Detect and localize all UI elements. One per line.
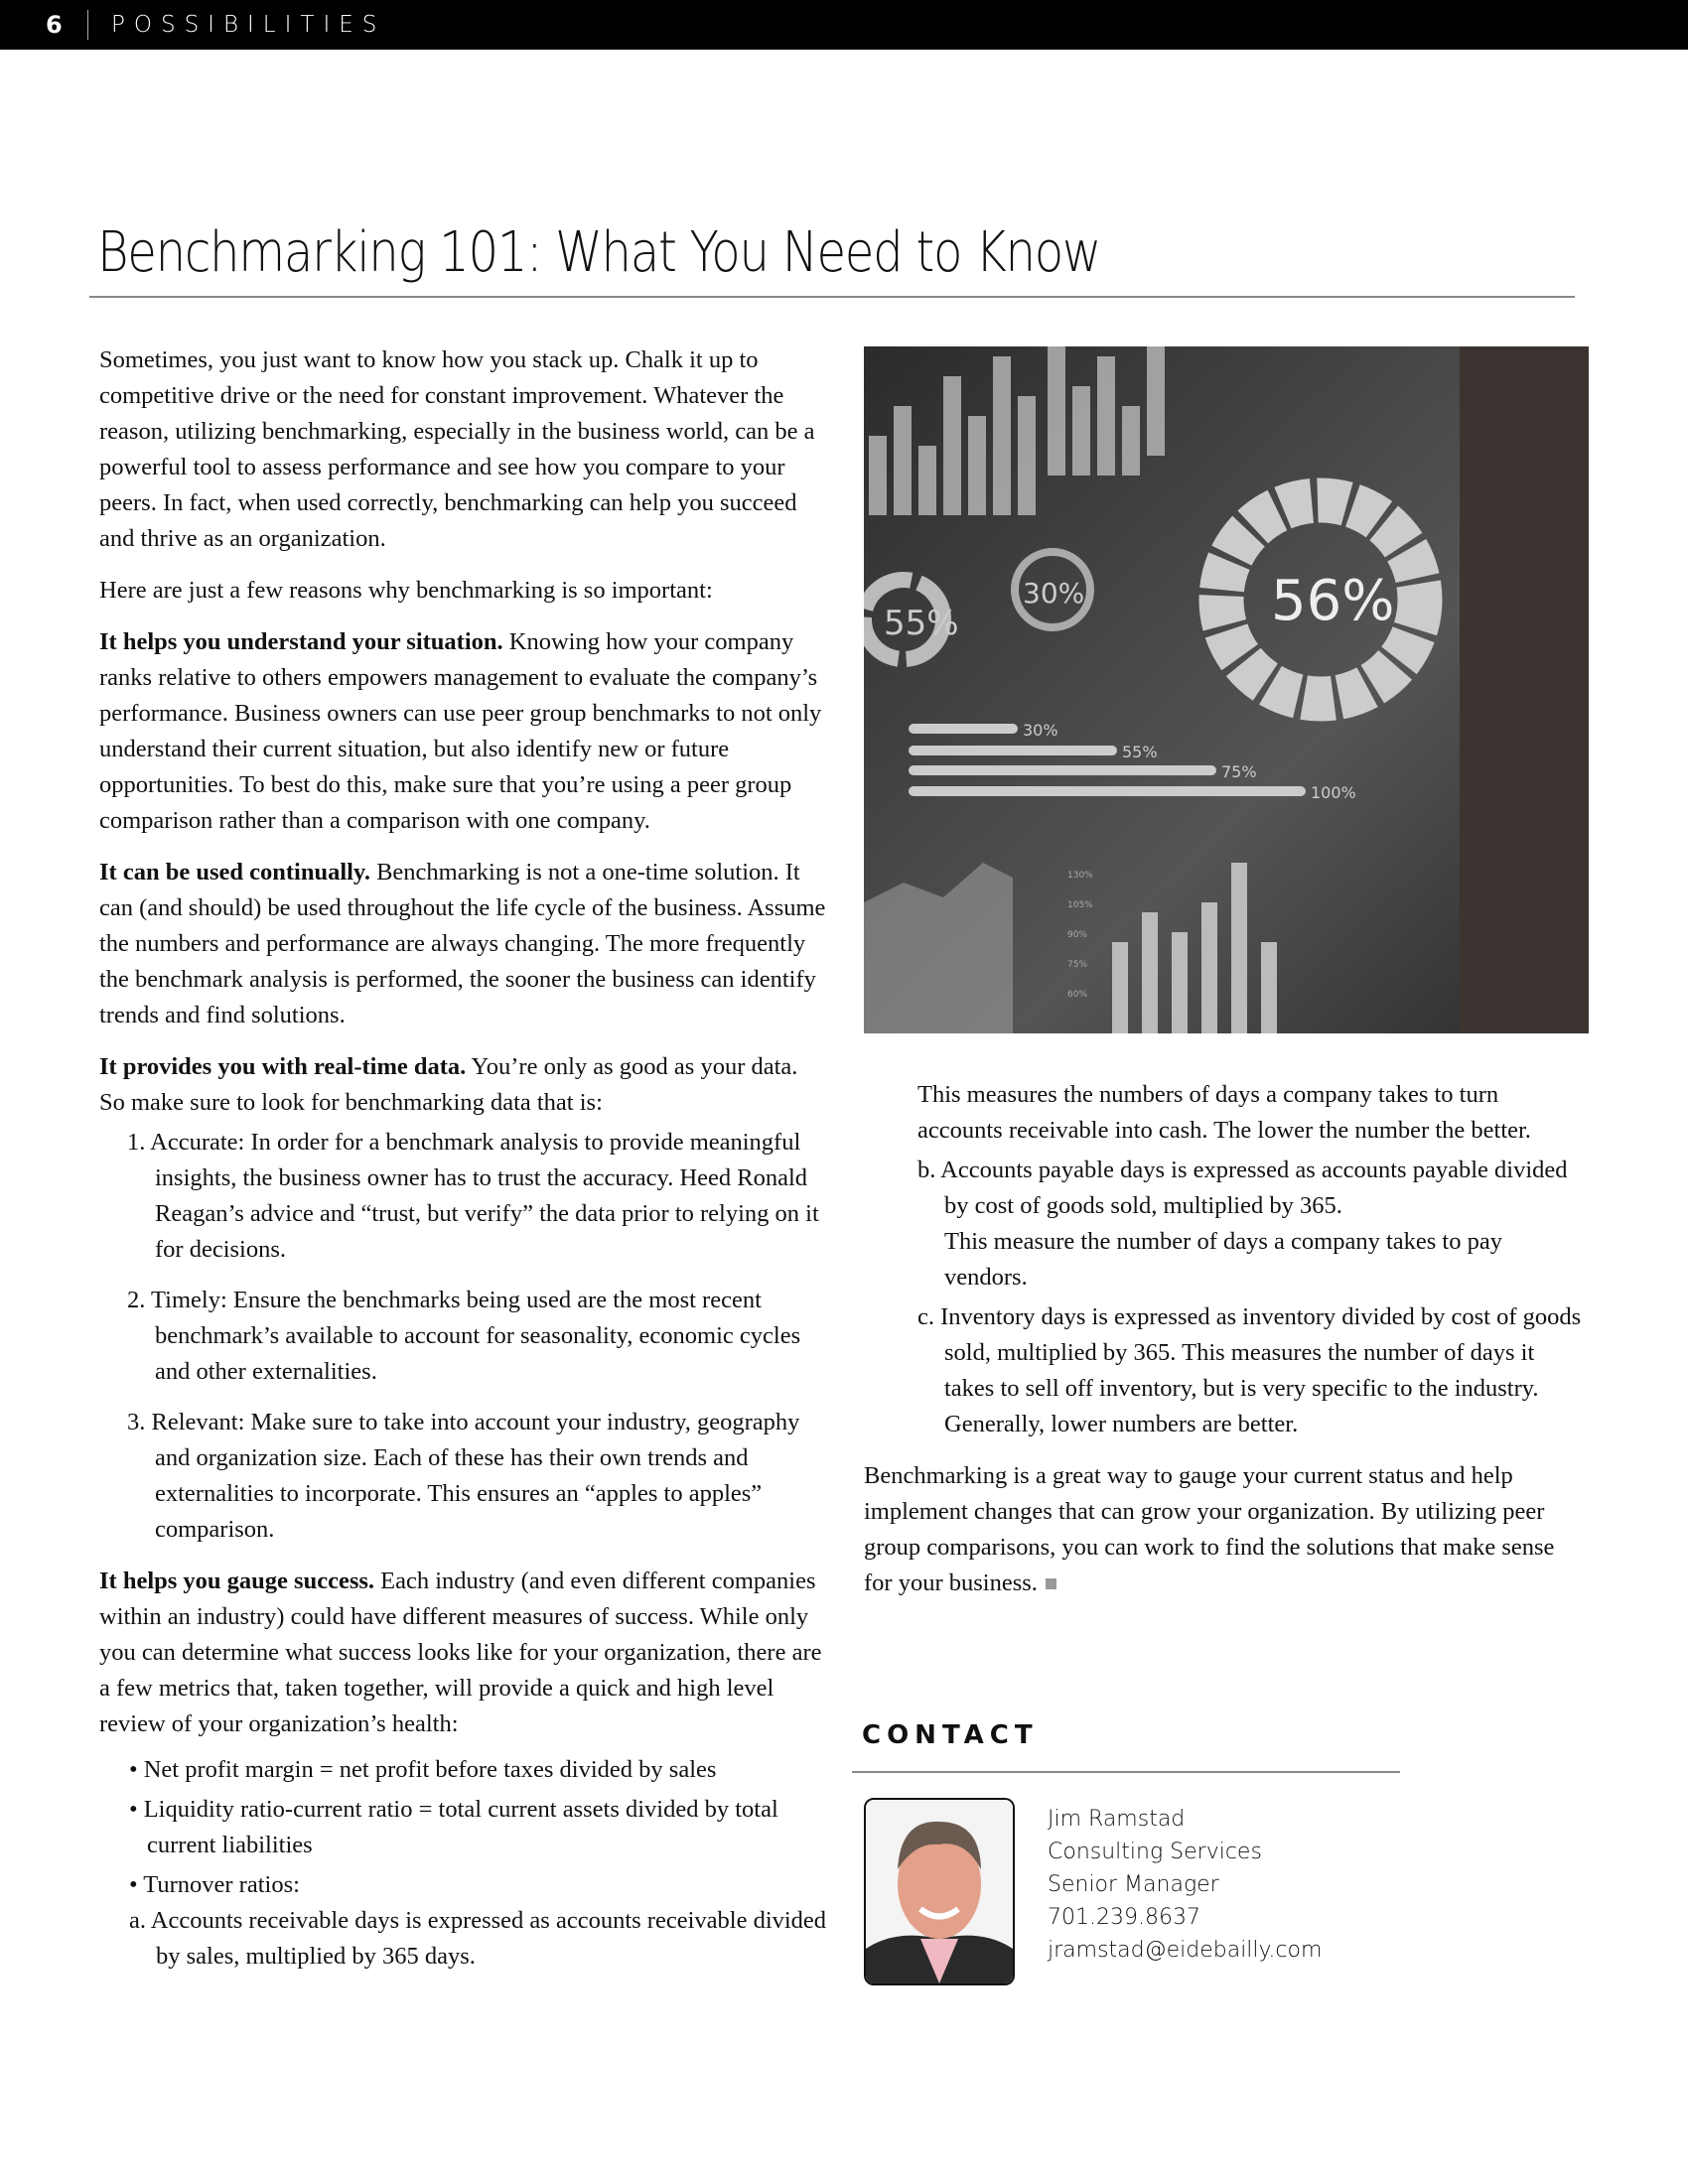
contact-phone[interactable]: 701.239.8637 — [1048, 1905, 1200, 1930]
reason-paragraph — [99, 1049, 829, 1121]
reason-lead: It helps you understand your situation. — [99, 628, 503, 655]
left-column — [99, 342, 829, 1975]
axis-label: 60% — [1067, 990, 1088, 1000]
metrics-list — [99, 1752, 829, 1903]
page-header-bar — [0, 0, 1688, 50]
end-mark-icon — [1046, 1578, 1056, 1589]
contact-role: Senior Manager — [1048, 1872, 1219, 1897]
turnover-item-b-continued: This measure the number of days a company takes to pay vendors. — [944, 1228, 1502, 1291]
person-portrait — [866, 1800, 1013, 1983]
turnover-item-b: b. Accounts payable days is expressed as accounts payable divided by cost of goods sold, multiplied by 365. — [917, 1157, 1568, 1219]
list-item: 2. Timely: Ensure the benchmarks being used are the most recent benchmark’s available to account for seasonality, economic cycles and other externalities. — [127, 1287, 801, 1385]
turnover-item-a: a. Accounts receivable days is expressed as accounts receivable divided by sales, multiplied by 365 days. — [129, 1907, 827, 1970]
conclusion-paragraph — [864, 1458, 1589, 1601]
reason-paragraph — [99, 1564, 829, 1742]
reason-text: Each industry (and even different companies within an industry) could have different measures of success. While only you can determine what success looks like for your organization, there are a few metrics that, taken together, will provide a quick and high level review of your organization’s health: — [99, 1568, 822, 1737]
reason-text: You’re only as good as your data. So make sure to look for benchmarking data that is: — [99, 1053, 798, 1116]
contact-rule — [852, 1771, 1400, 1773]
list-item: • Turnover ratios: — [129, 1871, 300, 1898]
data-qualities-list — [99, 1125, 829, 1548]
image-label: 100% — [1311, 783, 1356, 802]
reason-paragraph — [99, 624, 829, 839]
image-label: 56% — [1271, 569, 1395, 633]
image-label: 55% — [1122, 743, 1158, 761]
axis-label: 105% — [1067, 900, 1093, 910]
list-item: • Net profit margin = net profit before taxes divided by sales — [129, 1756, 717, 1783]
contact-photo — [864, 1798, 1015, 1985]
axis-label: 130% — [1067, 871, 1093, 881]
article-title: Benchmarking 101: What You Need to Know — [97, 220, 1101, 285]
reason-text: Knowing how your company ranks relative to others empowers management to evaluate the company’s performance. Business owners can use peer group benchmarks to not only understand their current situation, but also identify new or future opportunities. To best do this, make sure that you’re using a peer group comparison rather than a comparison with one company. — [99, 628, 822, 834]
axis-label: 75% — [1067, 960, 1088, 970]
chalkboard-illustration — [864, 346, 1589, 1033]
image-label: 55% — [884, 604, 959, 643]
axis-label: 90% — [1067, 930, 1088, 940]
reason-text: Benchmarking is not a one-time solution. It can (and should) be used throughout the life cycle of the business. Assume the numbers and performance are always changing. The more frequently the benchmark analysis is performed, the sooner the business can identify trends and find solutions. — [99, 859, 826, 1028]
turnover-item-c: c. Inventory days is expressed as inventory divided by cost of goods sold, multiplied by 365. This measures the number of days it takes to sell off inventory, but is very specific to the industry. Generally, lower numbers are better. — [917, 1303, 1582, 1437]
contact-heading: CONTACT — [862, 1720, 1039, 1750]
turnover-item-a-continued: This measures the numbers of days a company takes to turn accounts receivable into cash. The lower the number the better. — [917, 1081, 1531, 1144]
reason-lead: It provides you with real-time data. — [99, 1053, 467, 1080]
image-label: 30% — [1023, 721, 1058, 740]
list-item: 1. Accurate: In order for a benchmark analysis to provide meaningful insights, the business owner has to trust the accuracy. Heed Ronald Reagan’s advice and “trust, but verify” the data prior to relying on it for decisions. — [127, 1129, 819, 1263]
section-name: POSSIBILITIES — [111, 12, 386, 38]
reason-paragraph — [99, 855, 829, 1033]
reasons-intro: Here are just a few reasons why benchmarking is so important: — [99, 577, 713, 604]
image-label: 30% — [1023, 577, 1085, 610]
contact-name: Jim Ramstad — [1048, 1807, 1186, 1832]
list-item: • Liquidity ratio-current ratio = total current assets divided by total current liabilities — [129, 1796, 778, 1858]
contact-department: Consulting Services — [1048, 1840, 1262, 1864]
conclusion-text: Benchmarking is a great way to gauge your current status and help implement changes that can grow your organization. By utilizing peer group comparisons, you can work to find the solutions that make sense for your business. — [864, 1462, 1555, 1596]
image-label: 75% — [1221, 762, 1257, 781]
right-column — [864, 1077, 1589, 1617]
contact-email[interactable]: jramstad@eidebailly.com — [1048, 1938, 1323, 1963]
list-item: 3. Relevant: Make sure to take into account your industry, geography and organization size. Each of these has their own trends and externalities to incorporate. This ensures an “apples to apples” comparison. — [127, 1409, 800, 1543]
header-divider — [87, 10, 88, 40]
reason-lead: It helps you gauge success. — [99, 1568, 375, 1594]
contact-info — [1048, 1803, 1322, 1967]
intro-paragraph: Sometimes, you just want to know how you stack up. Chalk it up to competitive drive or the need for constant improvement. Whatever the reason, utilizing benchmarking, especially in the business world, can be a powerful tool to assess performance and see how you compare to your peers. In fact, when used correctly, benchmarking can help you succeed and thrive as an organization. — [99, 346, 815, 552]
page-number: 6 — [46, 11, 63, 39]
title-rule — [89, 296, 1575, 298]
benchmark-chalkboard-image — [864, 346, 1589, 1033]
reason-lead: It can be used continually. — [99, 859, 370, 886]
